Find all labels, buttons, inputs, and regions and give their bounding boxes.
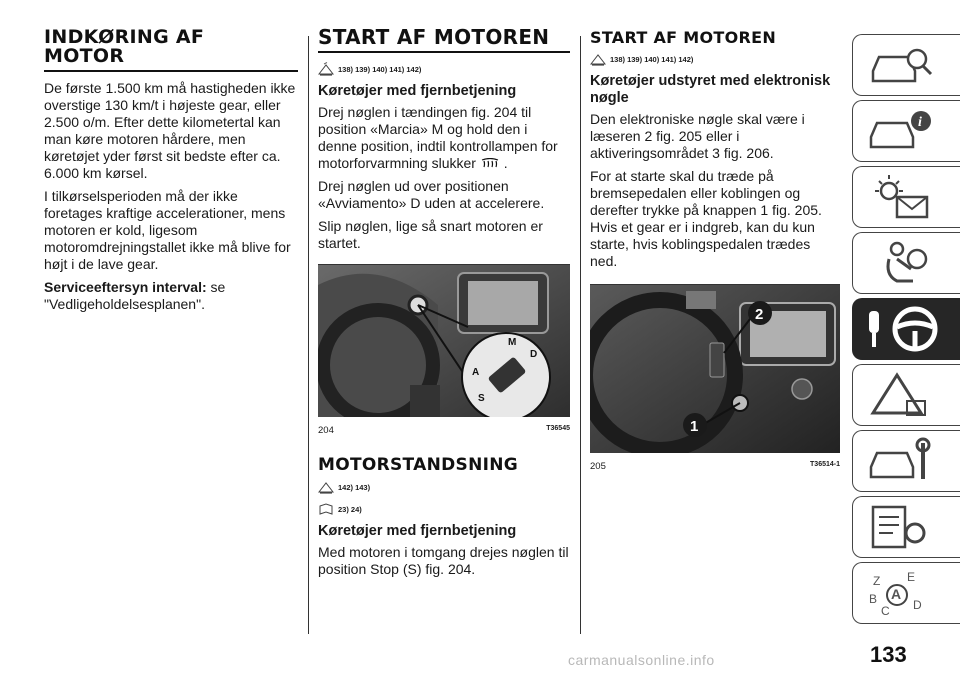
service-label: Serviceeftersyn interval:: [44, 279, 207, 295]
figure-caption: 204 T36545: [318, 425, 570, 436]
svg-text:C: C: [881, 604, 890, 617]
svg-text:B: B: [869, 592, 878, 606]
warning-refs: 138) 139) 140) 141) 142): [590, 51, 840, 67]
subheading-electronic-key: Køretøjer udstyret med elektronisk nøgle: [590, 73, 831, 106]
ignition-label-d: D: [530, 349, 538, 360]
ignition-label-a: A: [472, 367, 480, 378]
tab-starting-driving[interactable]: [852, 298, 960, 360]
watermark-footer: carmanualsonline.info: [568, 652, 715, 668]
section-heading-break-in: INDKØRING AF MOTOR: [44, 26, 205, 67]
car-info-icon: [867, 107, 937, 155]
warning-book-icon: [318, 480, 334, 494]
list-gear-icon: [867, 503, 937, 551]
car-search-icon: [867, 41, 937, 89]
warning-book-icon: [318, 62, 334, 76]
svg-text:E: E: [907, 570, 916, 584]
tab-emergency[interactable]: [852, 364, 960, 426]
section-heading-start-engine: START AF MOTOREN: [590, 28, 777, 47]
alphabet-search-icon: [867, 569, 937, 617]
heading-rule: [44, 70, 298, 72]
tab-technical-data[interactable]: [852, 496, 960, 558]
paragraph: For at starte skal du træde på bremsepedalen eller koblingen og derefter trykke på knappen 1 fig. 205. Hvis et gear er i indgreb, kan du kun starte, hvis koblingspedalen trædes ned.: [590, 168, 822, 269]
note-refs: 23) 24): [318, 501, 570, 517]
tab-index[interactable]: [852, 562, 960, 624]
subheading-remote: Køretøjer med fjernbetjening: [318, 523, 517, 539]
paragraph: I tilkørselsperioden må der ikke foretages kraftige accelerationer, mens motoren er kold, ligesom motoromdrejningstallet ikke må blive for højt i de lave gear.: [44, 188, 291, 272]
section-heading-engine-stop: MOTORSTANDSNING: [318, 455, 518, 475]
glow-plug-icon: [480, 158, 500, 168]
column-divider: [308, 36, 309, 634]
light-message-icon: [867, 173, 937, 221]
tab-safety[interactable]: [852, 232, 960, 294]
column-middle: [318, 25, 570, 584]
ignition-label-s: S: [478, 393, 485, 404]
tab-warning-lights[interactable]: [852, 166, 960, 228]
tab-knowing-vehicle[interactable]: [852, 100, 960, 162]
section-heading-start-engine: START AF MOTOREN: [318, 25, 550, 49]
column-divider: [580, 36, 581, 634]
figure-caption: 205 T36514-1: [590, 461, 840, 472]
callout-2: 2: [755, 306, 764, 323]
svg-text:A: A: [891, 586, 902, 602]
tab-dashboard[interactable]: [852, 34, 960, 96]
paragraph: Slip nøglen, lige så snart motoren er startet.: [318, 218, 543, 251]
warning-book-icon: [590, 52, 606, 66]
figure-205: [590, 284, 840, 472]
figure-204: [318, 264, 570, 436]
warning-triangle-icon: [867, 371, 937, 419]
key-steering-wheel-icon: [867, 305, 947, 355]
car-wrench-icon: [867, 437, 937, 485]
subheading-remote: Køretøjer med fjernbetjening: [318, 83, 517, 99]
svg-text:Z: Z: [873, 574, 881, 588]
page-number: 133: [870, 642, 907, 667]
callout-1: 1: [690, 418, 699, 435]
svg-text:D: D: [913, 598, 922, 612]
note-book-icon: [318, 502, 334, 516]
dashboard-photo: [590, 285, 840, 453]
paragraph: De første 1.500 km må hastigheden ikke overstige 130 km/t i højeste gear, eller 2.500 o/m. Efter dette kilometertal kan man køre motoren hårdere, men køretøjet yder først sit bedste efter ca. 6.000 km kørsel.: [44, 80, 296, 181]
ignition-photo: [318, 265, 570, 417]
warning-refs: 138) 139) 140) 141) 142): [318, 61, 570, 77]
column-left: [44, 28, 298, 319]
paragraph: Drej nøglen ud over positionen «Avviamento» D uden at accelerere.: [318, 178, 545, 211]
column-right: [590, 28, 840, 472]
paragraph: Drej nøglen i tændingen fig. 204 til position «Marcia» M og hold den i denne position, indtil kontrollampen for motorforvarmning slukker .: [318, 104, 558, 171]
service-paragraph: [44, 279, 298, 313]
ignition-label-m: M: [508, 337, 517, 348]
heading-rule: [318, 51, 570, 53]
service-text: se "Vedligeholdelsesplanen".: [44, 279, 226, 312]
warning-refs: 142) 143): [318, 479, 570, 495]
tab-maintenance[interactable]: [852, 430, 960, 492]
paragraph: Med motoren i tomgang drejes nøglen til position Stop (S) fig. 204.: [318, 544, 569, 577]
svg-text:i: i: [918, 115, 922, 130]
seat-airbag-icon: [867, 239, 937, 287]
paragraph: Den elektroniske nøgle skal være i læseren 2 fig. 205 eller i aktiveringsområdet 3 fig. 206.: [590, 111, 805, 161]
